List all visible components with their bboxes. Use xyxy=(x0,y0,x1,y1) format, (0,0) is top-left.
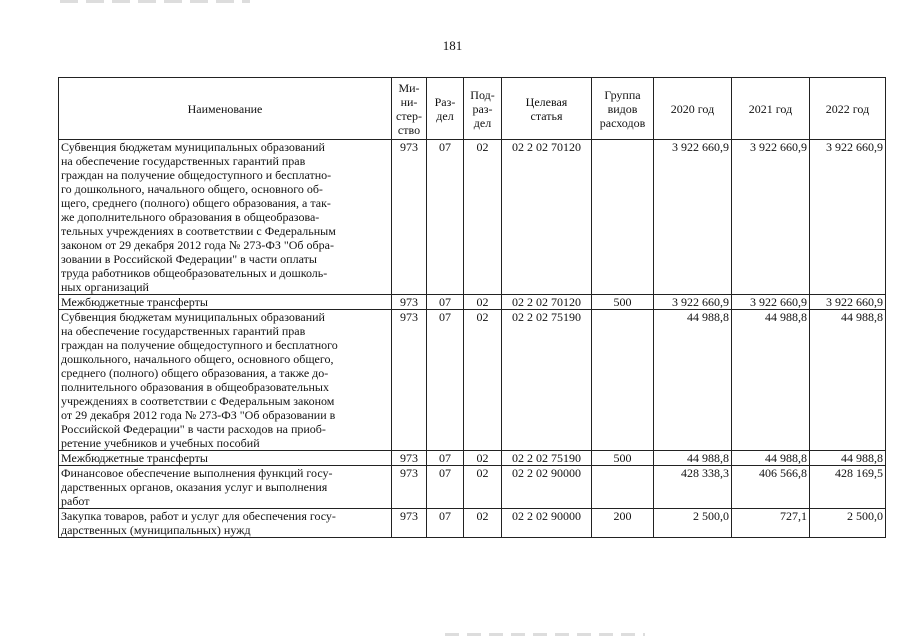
row-expense-group xyxy=(592,466,654,509)
table-row xyxy=(59,509,886,538)
row-2020: 3 922 660,9 xyxy=(654,140,732,295)
page-number: 181 xyxy=(442,38,463,53)
row-subsection: 02 xyxy=(464,509,502,538)
header-2022: 2022 год xyxy=(810,78,886,140)
header-2021: 2021 год xyxy=(732,78,810,140)
row-2021: 3 922 660,9 xyxy=(732,295,810,310)
row-2022: 2 500,0 xyxy=(810,509,886,538)
row-target-article: 02 2 02 75190 xyxy=(502,310,592,451)
row-ministry: 973 xyxy=(392,509,427,538)
row-2021: 44 988,8 xyxy=(732,451,810,466)
row-2022: 44 988,8 xyxy=(810,451,886,466)
row-subsection: 02 xyxy=(464,451,502,466)
row-section: 07 xyxy=(427,295,464,310)
row-name: Межбюджетные трансферты xyxy=(59,295,392,310)
row-2020: 44 988,8 xyxy=(654,310,732,451)
scan-artifact-bottom xyxy=(445,633,645,636)
row-ministry: 973 xyxy=(392,451,427,466)
row-name: Закупка товаров, работ и услуг для обеспечения госу- дарственных (муниципальных) нужд xyxy=(59,509,392,538)
row-2020: 428 338,3 xyxy=(654,466,732,509)
budget-table xyxy=(58,77,886,538)
row-2021: 3 922 660,9 xyxy=(732,140,810,295)
row-expense-group: 200 xyxy=(592,509,654,538)
row-target-article: 02 2 02 90000 xyxy=(502,509,592,538)
row-subsection: 02 xyxy=(464,140,502,295)
row-target-article: 02 2 02 70120 xyxy=(502,140,592,295)
row-name: Межбюджетные трансферты xyxy=(59,451,392,466)
row-2022: 44 988,8 xyxy=(810,310,886,451)
row-2022: 428 169,5 xyxy=(810,466,886,509)
header-2020: 2020 год xyxy=(654,78,732,140)
table-row xyxy=(59,451,886,466)
row-section: 07 xyxy=(427,140,464,295)
row-2021: 406 566,8 xyxy=(732,466,810,509)
row-ministry: 973 xyxy=(392,295,427,310)
row-ministry: 973 xyxy=(392,466,427,509)
table-row xyxy=(59,140,886,295)
row-subsection: 02 xyxy=(464,466,502,509)
row-expense-group: 500 xyxy=(592,295,654,310)
row-target-article: 02 2 02 90000 xyxy=(502,466,592,509)
row-subsection: 02 xyxy=(464,310,502,451)
row-ministry: 973 xyxy=(392,310,427,451)
scan-artifact-top xyxy=(60,0,250,3)
row-2022: 3 922 660,9 xyxy=(810,140,886,295)
row-section: 07 xyxy=(427,466,464,509)
row-2020: 2 500,0 xyxy=(654,509,732,538)
row-expense-group: 500 xyxy=(592,451,654,466)
row-ministry: 973 xyxy=(392,140,427,295)
row-target-article: 02 2 02 70120 xyxy=(502,295,592,310)
header-ministry: Ми- ни- стер- ство xyxy=(392,78,427,140)
row-expense-group xyxy=(592,140,654,295)
row-target-article: 02 2 02 75190 xyxy=(502,451,592,466)
table-row xyxy=(59,466,886,509)
row-2021: 727,1 xyxy=(732,509,810,538)
header-row xyxy=(59,78,886,140)
row-2021: 44 988,8 xyxy=(732,310,810,451)
header-expense-group: Группа видов расходов xyxy=(592,78,654,140)
row-2020: 44 988,8 xyxy=(654,451,732,466)
table-row xyxy=(59,295,886,310)
header-section: Раз- дел xyxy=(427,78,464,140)
row-section: 07 xyxy=(427,310,464,451)
row-name: Субвенция бюджетам муниципальных образований на обеспечение государственных гарантий прав граждан на получение общедоступного и бесплатно- го дошкольного, начального общего, основного об- щего, среднего (полного) общего образования, а так- же дополнительного образования в общеобразова- тельных учреждениях в соответствии с Федеральным законом от 29 декабря 2012 года № 273-ФЗ "Об обра- зовании в Российской Федерации" в части оплаты труда работников общеобразовательных и дошколь- ных организаций xyxy=(59,140,392,295)
row-2020: 3 922 660,9 xyxy=(654,295,732,310)
row-name: Субвенция бюджетам муниципальных образований на обеспечение государственных гарантий прав граждан на получение общедоступного и бесплатного дошкольного, начального общего, основного общего, среднего (полного) общего образования, а также до- полнительного образования в общеобразовательных учреждениях в соответствии с Федеральным законом от 29 декабря 2012 года № 273-ФЗ "Об образовании в Российской Федерации" в части расходов на приоб- ретение учебников и учебных пособий xyxy=(59,310,392,451)
row-expense-group xyxy=(592,310,654,451)
row-2022: 3 922 660,9 xyxy=(810,295,886,310)
header-subsection: Под- раз- дел xyxy=(464,78,502,140)
header-name: Наименование xyxy=(59,78,392,140)
table-row xyxy=(59,310,886,451)
row-name: Финансовое обеспечение выполнения функций госу- дарственных органов, оказания услуг и выполнения работ xyxy=(59,466,392,509)
row-section: 07 xyxy=(427,509,464,538)
row-section: 07 xyxy=(427,451,464,466)
row-subsection: 02 xyxy=(464,295,502,310)
header-target-article: Целевая статья xyxy=(502,78,592,140)
